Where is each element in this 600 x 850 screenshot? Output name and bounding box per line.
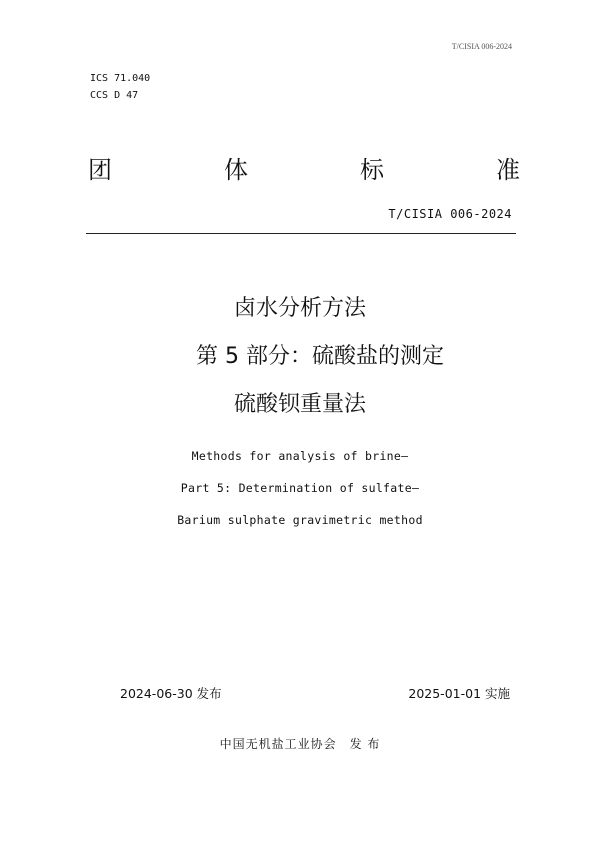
ccs-code: CCS D 47: [90, 90, 139, 101]
standard-number: T/CISIA 006-2024: [388, 207, 512, 221]
header-divider: [86, 233, 516, 234]
ics-code: ICS 71.040: [90, 73, 151, 84]
standard-type-char: 团: [88, 156, 112, 184]
standard-type-heading: [88, 150, 520, 185]
implementation-date: 2025-01-01 实施: [408, 686, 510, 701]
title-cn-line-2: 第 5 部分：硫酸盐的测定: [196, 344, 444, 369]
publisher: 中国无机盐工业协会 发 布: [219, 737, 381, 751]
header-standard-code: T/CISIA 006-2024: [451, 42, 512, 51]
title-cn-line-3: 硫酸钡重量法: [233, 392, 366, 417]
title-en-line-3: Barium sulphate gravimetric method: [177, 513, 423, 527]
standard-type-char: 准: [496, 156, 520, 184]
title-en-line-2: Part 5: Determination of sulfate—: [180, 481, 420, 495]
title-cn-line-1: 卤水分析方法: [233, 296, 366, 321]
standard-type-char: 标: [360, 156, 384, 184]
standard-type-char: 体: [224, 156, 248, 184]
title-en-line-1: Methods for analysis of brine—: [191, 449, 409, 463]
issue-date: 2024-06-30 发布: [120, 686, 222, 701]
